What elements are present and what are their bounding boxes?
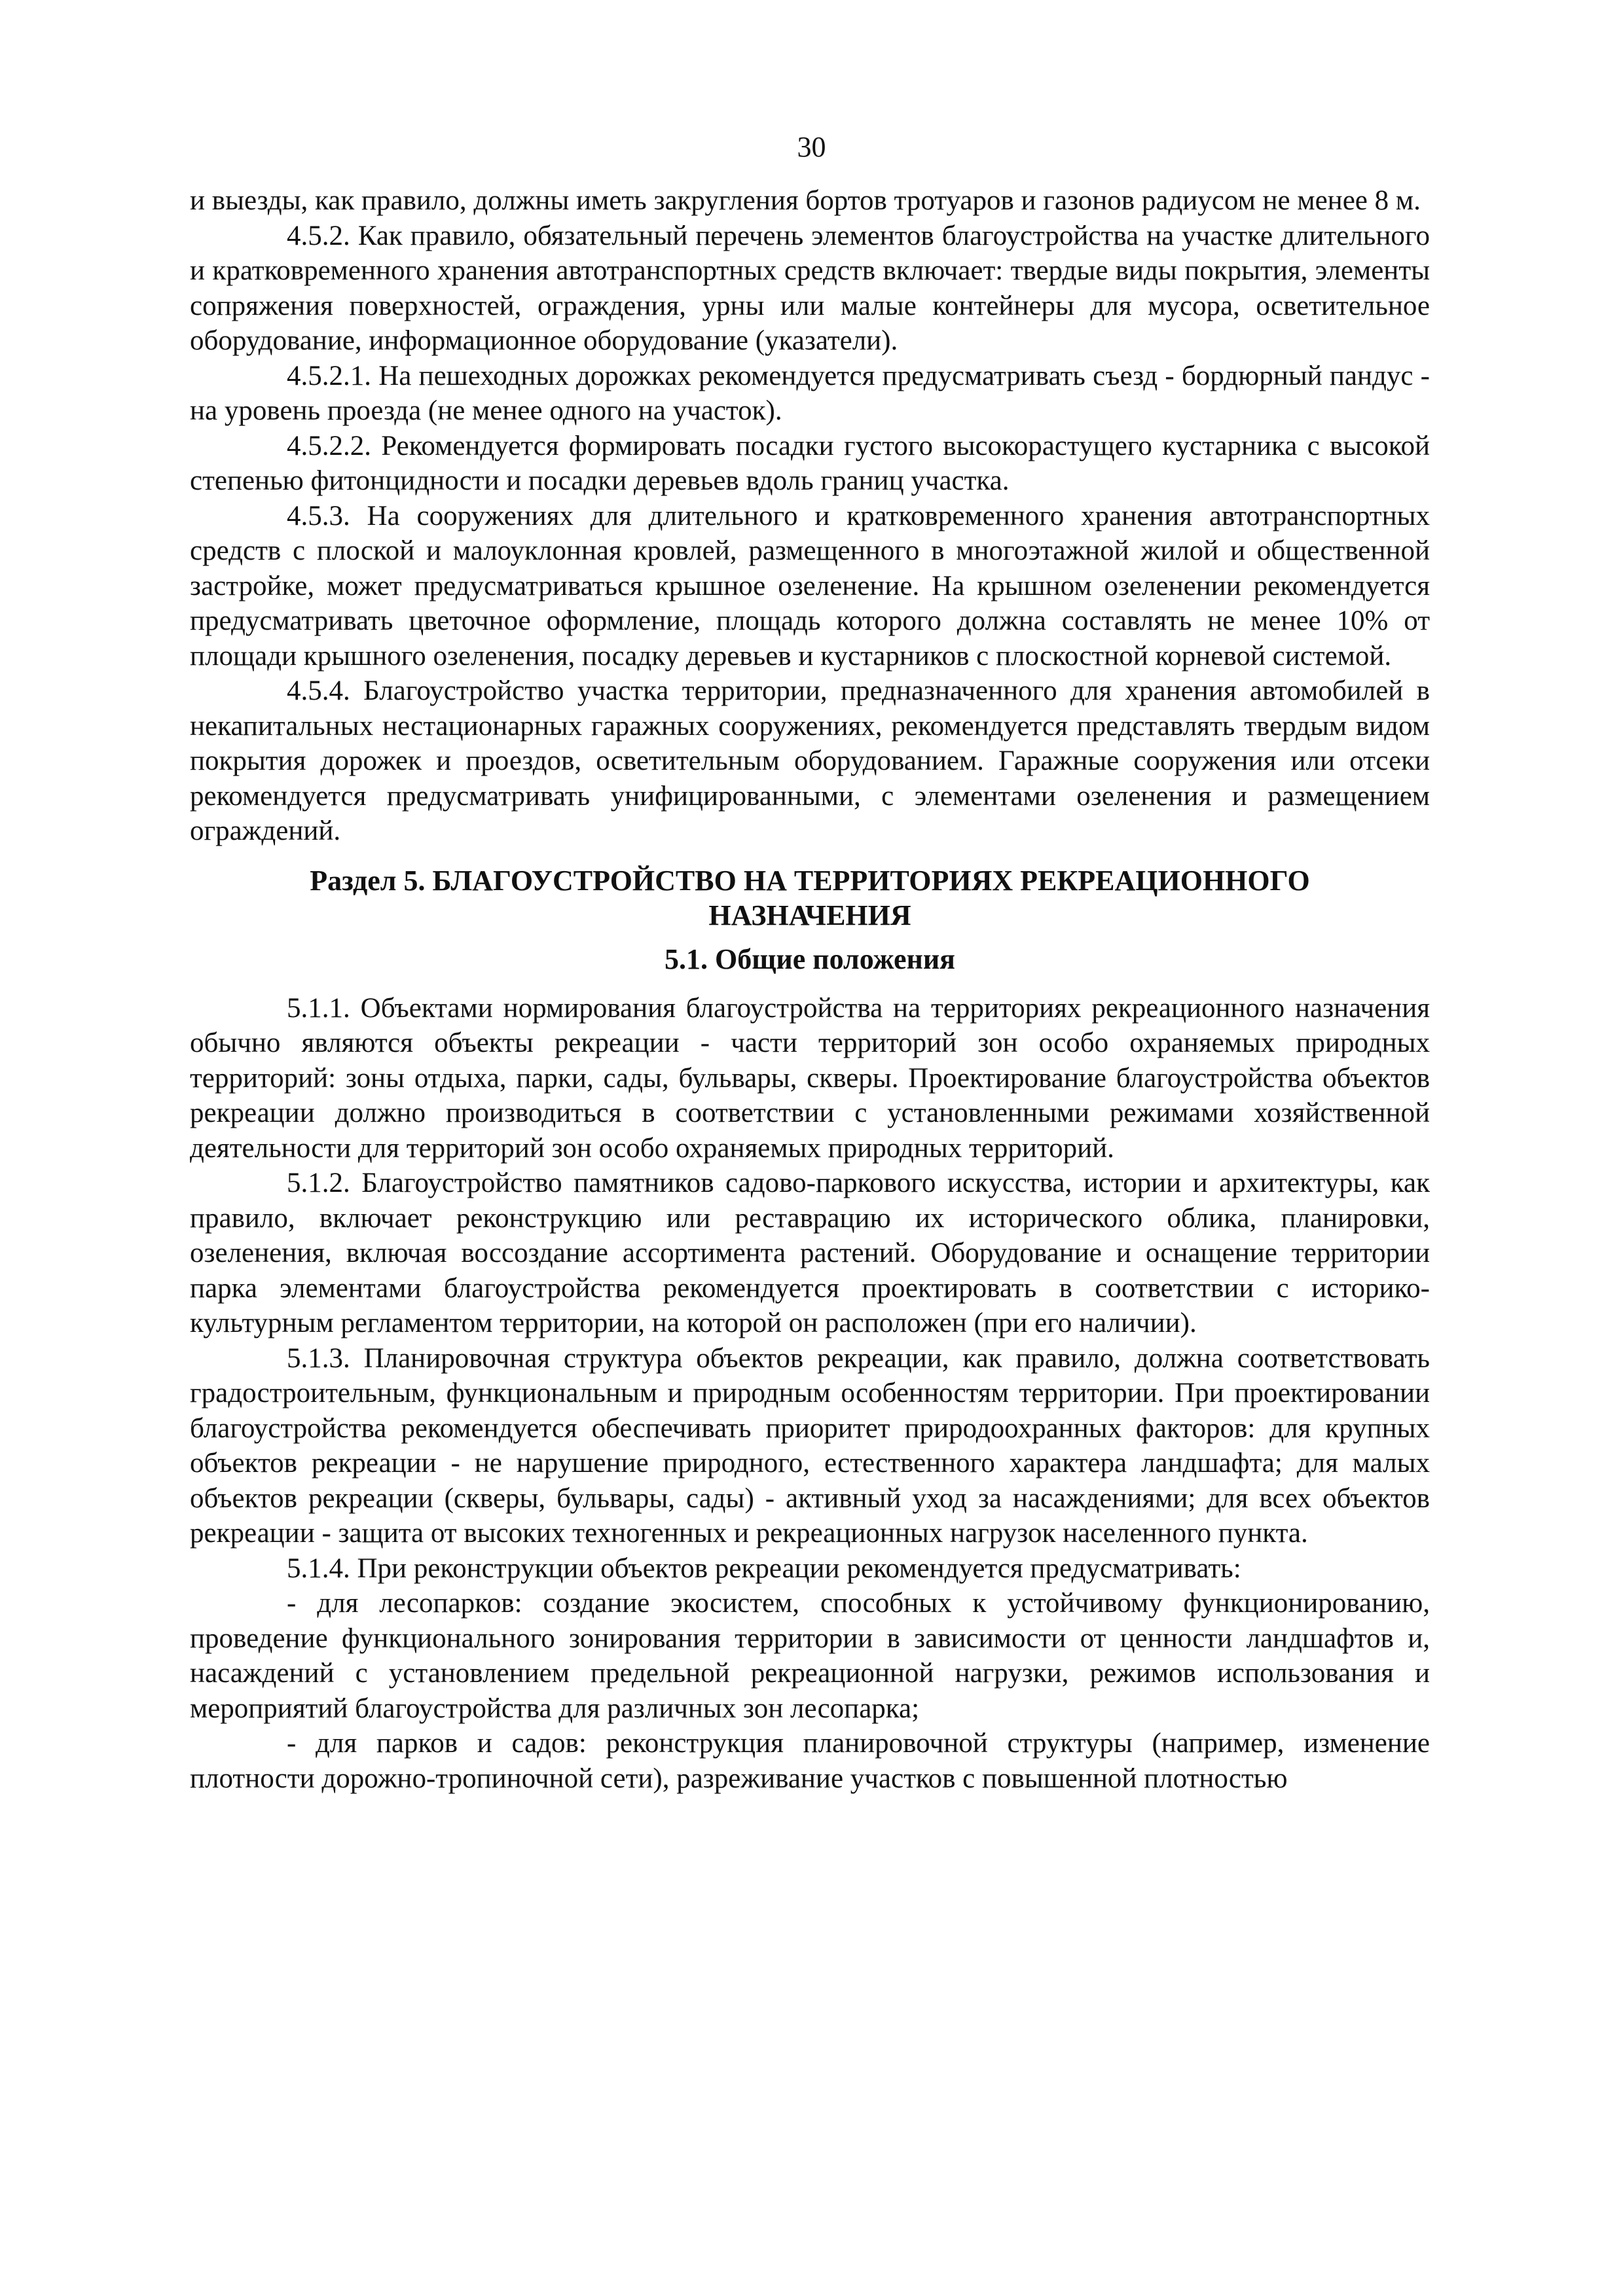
paragraph-4-5-2-1: 4.5.2.1. На пешеходных дорожках рекомендуется предусматривать съезд - бордюрный пандус - на уровень проезда (не менее одного на участок). (190, 360, 1430, 426)
paragraph-continuation: и выезды, как правило, должны иметь закругления бортов тротуаров и газонов радиусом не менее 8 м. (190, 185, 1421, 216)
paragraph-5-1-3: 5.1.3. Планировочная структура объектов рекреации, как правило, должна соответствовать градостроительным, функциональным и природным особенностям территории. При проектировании благоустройства рекомендуется обеспечивать приоритет природоохранных факторов: для крупных объектов рекреации - не нарушение природного, естественного характера ландшафта; для малых объектов рекреации (скверы, бульвары, сады) - активный уход за насаждениями; для всех объектов рекреации - защита от высоких техногенных и рекреационных нагрузок населенного пункта. (190, 1342, 1430, 1549)
list-item-forest-parks: - для лесопарков: создание экосистем, способных к устойчивому функционированию, проведение функционального зонирования территории в зависимости от ценности ландшафтов и, насаждений с установлением предельной рекреационной нагрузки, режимов использования и мероприятий благоустройства для различных зон лесопарка; (190, 1588, 1430, 1724)
section-title: Раздел 5. БЛАГОУСТРОЙСТВО НА ТЕРРИТОРИЯХ РЕКРЕАЦИОННОГО НАЗНАЧЕНИЯ (310, 864, 1310, 931)
paragraph-4-5-3: 4.5.3. На сооружениях для длительного и кратковременного хранения автотранспортных средств с плоской и малоуклонная кровлей, размещенного в многоэтажной жилой и общественной застройке, может предусматриваться крышное озеленение. На крышном озеленении рекомендуется предусматривать цветочное оформление, площадь которого должна составлять не менее 10% от площади крышного озеленения, посадку деревьев и кустарников с плоскостной корневой системой. (190, 500, 1430, 672)
subsection-title: 5.1. Общие положения (665, 942, 955, 975)
paragraph-4-5-2: 4.5.2. Как правило, обязательный перечень элементов благоустройства на участке длительного и кратковременного хранения автотранспортных средств включает: твердые виды покрытия, элементы сопряжения поверхностей, ограждения, урны или малые контейнеры для мусора, осветительное оборудование, информационное оборудование (указатели). (190, 220, 1430, 356)
list-item-parks-gardens: - для парков и садов: реконструкция планировочной структуры (например, изменение плотности дорожно-тропиночной сети), разреживание участков с повышенной плотностью (190, 1728, 1430, 1794)
paragraph-5-1-4: 5.1.4. При реконструкции объектов рекреации рекомендуется предусматривать: (287, 1552, 1241, 1584)
page-number: 30 (797, 131, 826, 163)
paragraph-4-5-2-2: 4.5.2.2. Рекомендуется формировать посадки густого высокорастущего кустарника с высокой степенью фитонцидности и посадки деревьев вдоль границ участка. (190, 430, 1430, 496)
document-body (190, 183, 1430, 1796)
paragraph-5-1-1: 5.1.1. Объектами нормирования благоустройства на территориях рекреационного назначения обычно являются объекты рекреации - части территорий зон особо охраняемых природных территорий: зоны отдыха, парки, сады, бульвары, скверы. Проектирование благоустройства объектов рекреации должно производиться в соответствии с установленными режимами хозяйственной деятельности для территорий зон особо охраняемых природных территорий. (190, 992, 1430, 1164)
paragraph-5-1-2: 5.1.2. Благоустройство памятников садово-паркового искусства, истории и архитектуры, как правило, включает реконструкцию или реставрацию их исторического облика, планировки, озеленения, включая воссоздание ассортимента растений. Оборудование и оснащение территории парка элементами благоустройства рекомендуется проектировать в соответствии с историко-культурным регламентом территории, на которой он расположен (при его наличии). (190, 1168, 1430, 1338)
paragraph-4-5-4: 4.5.4. Благоустройство участка территории, предназначенного для хранения автомобилей в некапитальных нестационарных гаражных сооружениях, рекомендуется представлять твердым видом покрытия дорожек и проездов, осветительным оборудованием. Гаражные сооружения или отсеки рекомендуется предусматривать унифицированными, с элементами озеленения и размещением ограждений. (190, 675, 1430, 846)
